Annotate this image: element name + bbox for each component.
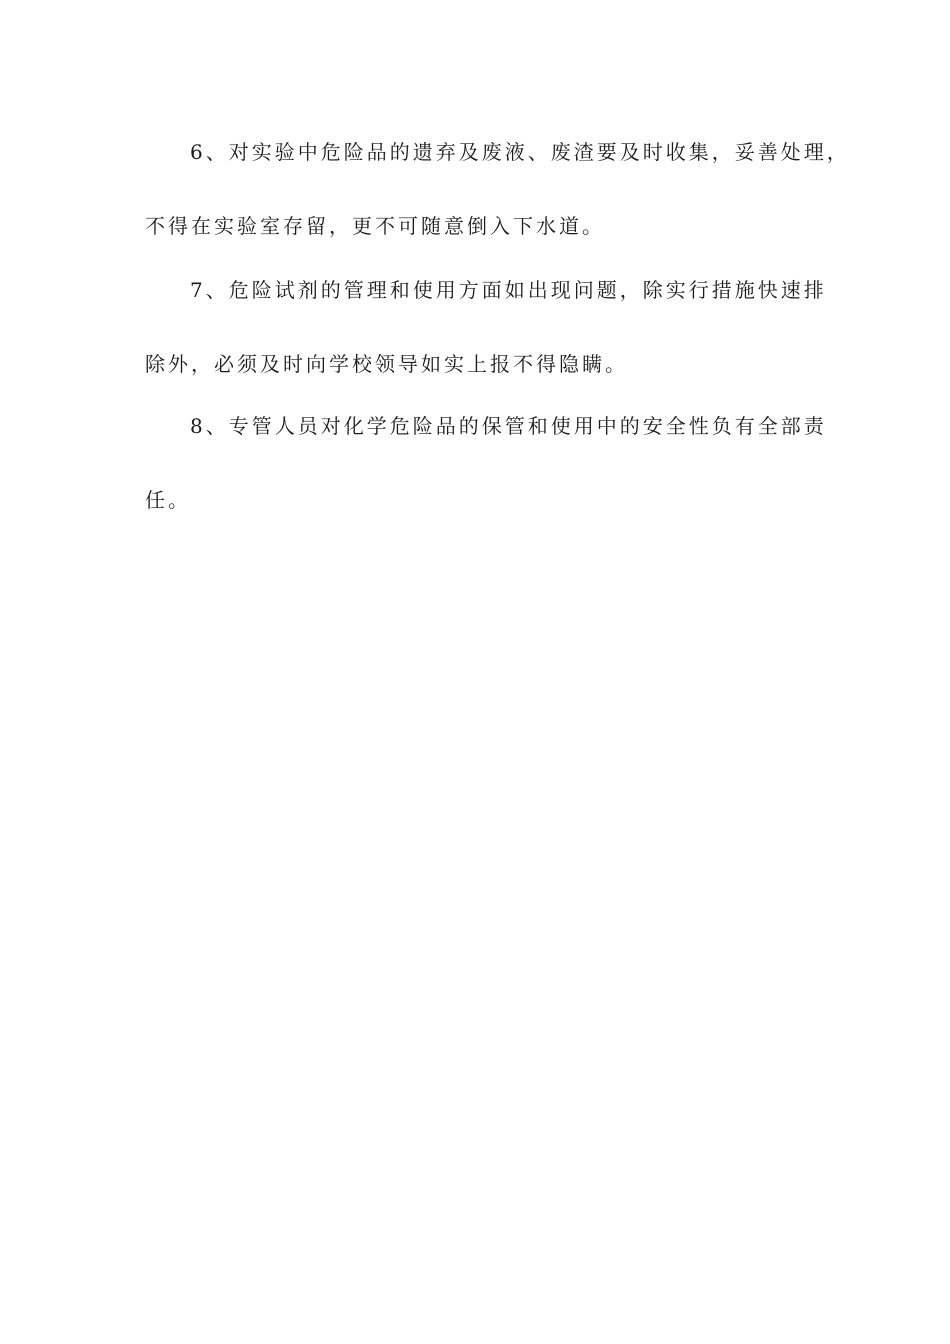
paragraph-7-line-2: 除外，必须及时向学校领导如实上报不得隐瞒。 — [145, 352, 628, 376]
paragraph-7-line-1: 7、危险试剂的管理和使用方面如出现问题，除实行措施快速排 — [190, 278, 827, 302]
paragraph-6-line-1: 6、对实验中危险品的遗弃及废液、废渣要及时收集，妥善处理， — [190, 140, 850, 164]
paragraph-6-line-2: 不得在实验室存留，更不可随意倒入下水道。 — [145, 214, 605, 238]
paragraph-8-line-2: 任。 — [145, 488, 191, 512]
paragraph-8-line-1: 8、专管人员对化学危险品的保管和使用中的安全性负有全部责 — [190, 414, 827, 438]
